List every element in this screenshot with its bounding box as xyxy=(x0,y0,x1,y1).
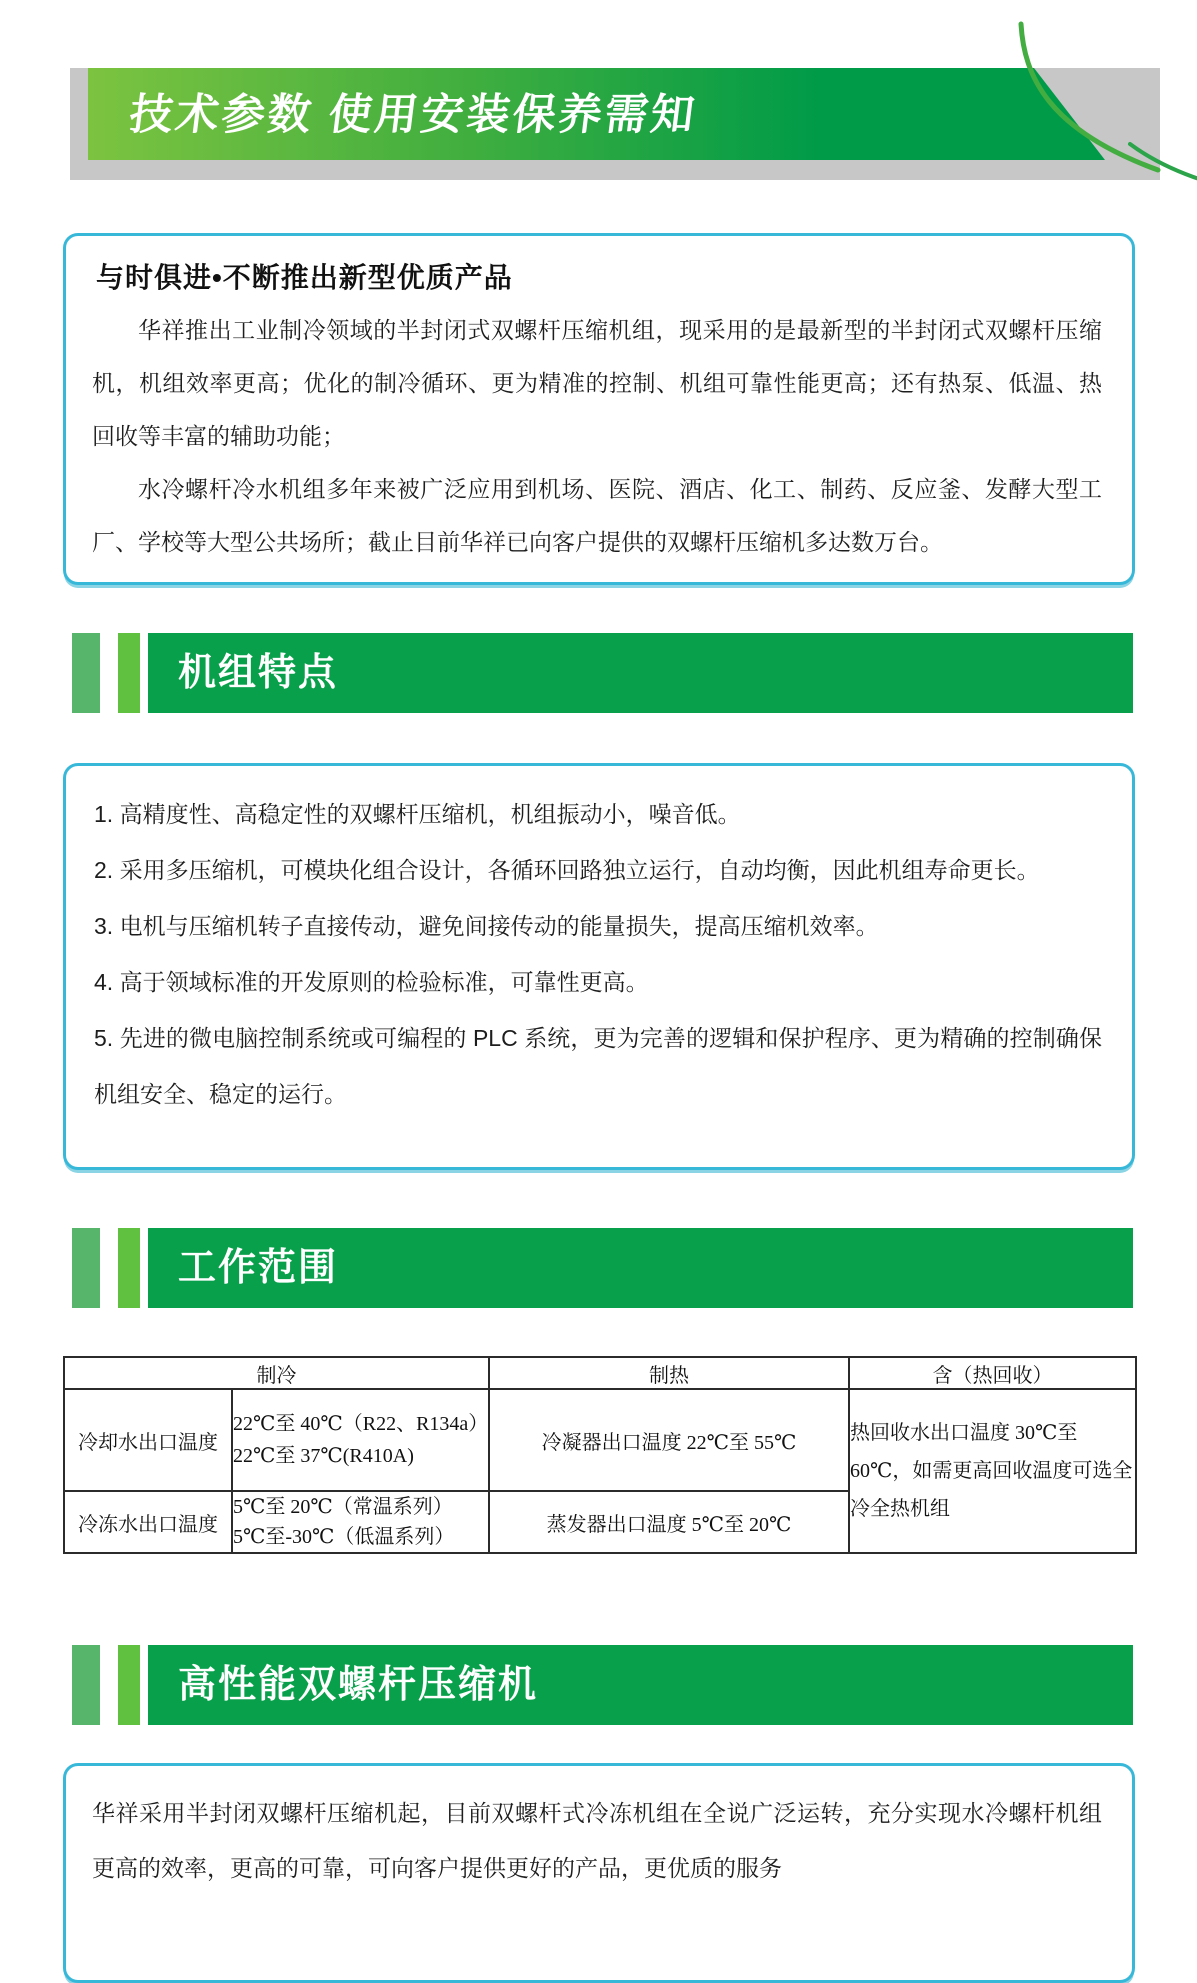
accent-bar-icon xyxy=(72,1228,100,1308)
accent-bar-icon xyxy=(118,633,140,713)
work-range-table-wrap xyxy=(63,1356,1135,1554)
col-header-cooling: 制冷 xyxy=(64,1357,489,1389)
page-title: 技术参数 使用安装保养需知 xyxy=(126,91,700,139)
feature-item: 4. 高于领域标准的开发原则的检验标准，可靠性更高。 xyxy=(94,969,649,995)
cooling-range-line: 22℃至 37℃(R410A) xyxy=(233,1445,414,1467)
row-label: 冷却水出口温度 xyxy=(64,1389,232,1491)
work-range-table xyxy=(63,1356,1137,1554)
section-title-features: 机组特点 xyxy=(148,633,1133,713)
table-row xyxy=(64,1389,1136,1491)
col-header-recovery: 含（热回收） xyxy=(849,1357,1136,1389)
compressor-paragraph: 华祥采用半封闭双螺杆压缩机起，目前双螺杆式冷冻机组在全说广泛运转，充分实现水冷螺杆机组更高的效率，更高的可靠，可向客户提供更好的产品，更优质的服务 xyxy=(92,1800,1102,1881)
accent-bar-icon xyxy=(72,633,100,713)
feature-item: 1. 高精度性、高稳定性的双螺杆压缩机，机组振动小，噪音低。 xyxy=(94,801,741,827)
section-header-features xyxy=(0,633,1197,713)
compressor-box xyxy=(63,1763,1135,1983)
cooling-range-cell xyxy=(232,1389,489,1491)
accent-bar-icon xyxy=(72,1645,100,1725)
intro-paragraph-2: 水冷螺杆冷水机组多年来被广泛应用到机场、医院、酒店、化工、制药、反应釜、发酵大型工厂、学校等大型公共场所；截止目前华祥已向客户提供的双螺杆压缩机多达数万台。 xyxy=(92,476,1102,555)
table-header-row xyxy=(64,1357,1136,1389)
heating-cell: 冷凝器出口温度 22℃至 55℃ xyxy=(489,1389,849,1491)
cooling-range-line: 22℃至 40℃（R22、R134a） xyxy=(233,1413,489,1435)
swoosh-icon xyxy=(990,18,1197,193)
cooling-range-line: 5℃至-30℃（低温系列） xyxy=(233,1526,455,1548)
section-title-compressor: 高性能双螺杆压缩机 xyxy=(148,1645,1133,1725)
section-header-compressor xyxy=(0,1645,1197,1725)
feature-item: 3. 电机与压缩机转子直接传动，避免间接传动的能量损失，提高压缩机效率。 xyxy=(94,913,879,939)
intro-heading: 与时俱进•不断推出新型优质产品 xyxy=(96,262,513,293)
intro-paragraph-1: 华祥推出工业制冷领域的半封闭式双螺杆压缩机组，现采用的是最新型的半封闭式双螺杆压缩机，机组效率更高；优化的制冷循环、更为精准的控制、机组可靠性能更高；还有热泵、低温、热回收等丰富的辅助功能； xyxy=(92,317,1102,449)
features-box xyxy=(63,763,1135,1170)
section-header-range xyxy=(0,1228,1197,1308)
heat-recovery-cell: 热回收水出口温度 30℃至 60℃，如需更高回收温度可选全冷全热机组 xyxy=(849,1389,1136,1553)
intro-box xyxy=(63,233,1135,585)
feature-item: 2. 采用多压缩机，可模块化组合设计，各循环回路独立运行，自动均衡，因此机组寿命更长。 xyxy=(94,857,1040,883)
cooling-range-cell xyxy=(232,1491,489,1553)
cooling-range-line: 5℃至 20℃（常温系列） xyxy=(233,1496,453,1518)
section-title-range: 工作范围 xyxy=(148,1228,1133,1308)
col-header-heating: 制热 xyxy=(489,1357,849,1389)
feature-item: 5. 先进的微电脑控制系统或可编程的 PLC 系统，更为完善的逻辑和保护程序、更为精确的控制确保机组安全、稳定的运行。 xyxy=(94,1025,1102,1107)
heating-cell: 蒸发器出口温度 5℃至 20℃ xyxy=(489,1491,849,1553)
accent-bar-icon xyxy=(118,1645,140,1725)
row-label: 冷冻水出口温度 xyxy=(64,1491,232,1553)
accent-bar-icon xyxy=(118,1228,140,1308)
